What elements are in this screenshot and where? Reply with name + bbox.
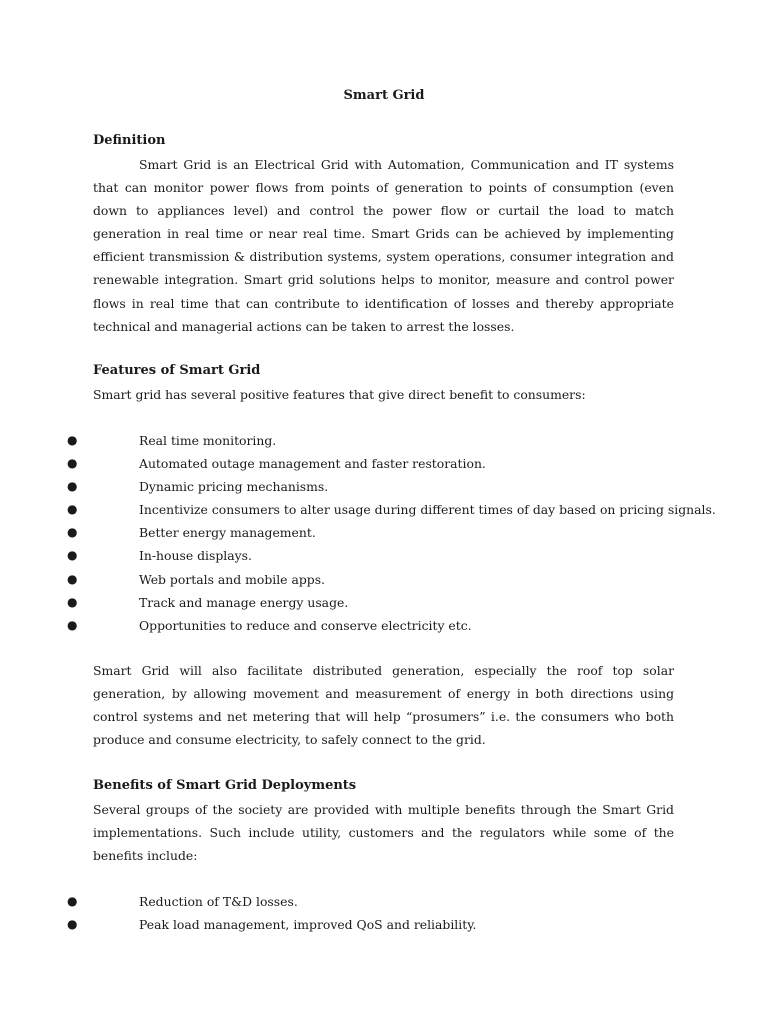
- list-item: [0, 452, 768, 475]
- bullet-icon: ●: [67, 617, 78, 632]
- list-item: [0, 544, 768, 567]
- list-item-text: Better energy management.: [139, 525, 316, 541]
- bullet-icon: ●: [67, 571, 78, 586]
- bullet-icon: ●: [67, 502, 78, 517]
- list-item: [0, 568, 768, 591]
- features-heading: Features of Smart Grid: [93, 363, 261, 378]
- benefits-intro: Several groups of the society are provided with multiple benefits through the Smart Grid implementations. Such include utility, customers and the regulators while some of the benefits include:: [93, 802, 674, 864]
- list-item: [0, 521, 768, 544]
- bullet-icon: ●: [67, 894, 78, 908]
- list-item: [0, 475, 768, 498]
- list-item: [0, 614, 768, 637]
- benefits-list: [0, 890, 768, 936]
- bullet-icon: ●: [67, 594, 78, 609]
- list-item: [0, 591, 768, 614]
- list-item-text: Web portals and mobile apps.: [139, 571, 325, 587]
- bullet-icon: ●: [67, 525, 78, 540]
- list-item-text: Track and manage energy usage.: [139, 594, 349, 610]
- list-item: [0, 498, 768, 521]
- bullet-icon: ●: [67, 479, 78, 494]
- document-title: Smart Grid: [343, 88, 425, 103]
- features-intro: Smart grid has several positive features that give direct benefit to consumers:: [93, 387, 586, 402]
- list-item-text: Opportunities to reduce and conserve electricity etc.: [139, 617, 472, 633]
- list-item-text: Reduction of T&D losses.: [139, 894, 298, 909]
- bullet-icon: ●: [67, 917, 78, 932]
- list-item-text: Real time monitoring.: [139, 433, 277, 448]
- bullet-icon: ●: [67, 456, 78, 471]
- list-item-text: Automated outage management and faster restoration.: [139, 456, 486, 472]
- benefits-heading: Benefits of Smart Grid Deployments: [93, 778, 357, 793]
- list-item-text: In-house displays.: [139, 548, 252, 564]
- list-item: [0, 890, 768, 913]
- bullet-icon: ●: [67, 433, 78, 447]
- list-item-text: Dynamic pricing mechanisms.: [139, 479, 329, 495]
- definition-paragraph: Smart Grid is an Electrical Grid with Automation, Communication and IT systems that can monitor power flows from points of generation to points of consumption (even down to appliances level) and control the power flow or curtail the load to match generation in real time or near real time. Smart Grids can be achieved by implementing efficient transmission & distribution systems, system operations, consumer integration and renewable integration. Smart grid solutions helps to monitor, measure and control power flows in real time that can contribute to identification of losses and thereby appropriate technical and managerial actions can be taken to arrest the losses.: [93, 157, 674, 334]
- list-item: [0, 913, 768, 936]
- definition-heading: Definition: [93, 133, 166, 148]
- list-item-text: Incentivize consumers to alter usage during different times of day based on pricing signals.: [139, 502, 716, 518]
- list-item-text: Peak load management, improved QoS and reliability.: [139, 917, 477, 933]
- distributed-generation-paragraph: Smart Grid will also facilitate distributed generation, especially the roof top solar generation, by allowing movement and measurement of energy in both directions using control systems and net metering that will help “prosumers” i.e. the consumers who both produce and consume electricity, to safely connect to the grid.: [93, 663, 674, 748]
- bullet-icon: ●: [67, 548, 78, 563]
- list-item: [0, 429, 768, 452]
- features-list: [0, 429, 768, 637]
